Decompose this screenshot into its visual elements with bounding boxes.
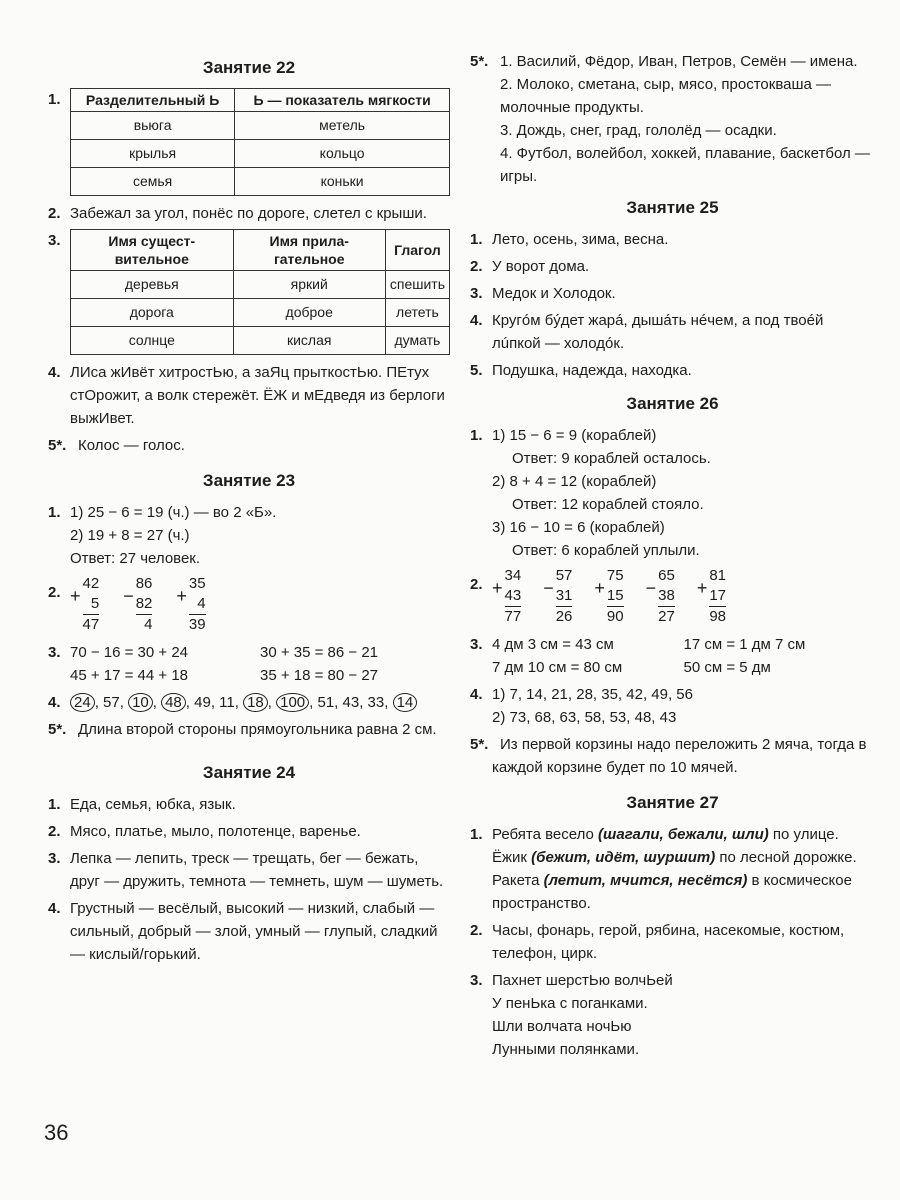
operand: 31 xyxy=(555,587,573,604)
circled-number: 18 xyxy=(243,693,268,712)
l25-task-3: 3. Медок и Холодок. xyxy=(470,285,616,302)
l26-task-2-column-sums: 2. + 34 43 77 − 57 31 26 + 75 15 90 − 65 38 27 + 81 17 98 xyxy=(470,567,727,625)
column-sum xyxy=(646,566,675,627)
operand: 43 xyxy=(504,587,522,604)
result: 4 xyxy=(136,614,153,635)
number: 57 xyxy=(103,694,120,711)
l27-task-2: 2. Часы, фонарь, герой, рябина, насекомые, костюм, телефон, цирк. xyxy=(470,922,845,962)
operator: + xyxy=(176,586,187,606)
operator: − xyxy=(123,586,134,606)
l26-task-1: 1. 1) 15 − 6 = 9 (кораблей) Ответ: 9 кораблей осталось. 2) 8 + 4 = 12 (кораблей) Ответ: 12 кораблей стояло. 3) 16 − 10 = 6 (кораблей) Ответ: 6 кораблей уплыли. xyxy=(470,427,711,559)
lesson-23-title: Занятие 23 xyxy=(202,471,296,490)
operand: 75 xyxy=(606,567,624,584)
page-number: 36 xyxy=(44,1120,69,1145)
operator: − xyxy=(543,578,554,598)
l23-task-4: 4. 24 , 57, 10 , 48 , 49, 11, 18 , 100 , 51, 43, 33, 14 xyxy=(48,691,450,714)
column-sum xyxy=(543,566,572,627)
l23-task-2-column-sums: 2. + 42 5 47 − 86 82 4 + 35 4 39 xyxy=(48,575,206,633)
operand: 81 xyxy=(709,567,727,584)
l22-task-1: 1. Разделительный Ь Ь — показатель мягкости вьюга метель крылья кольцо семья коньки xyxy=(48,88,450,196)
l27-task-1: 1. Ребята весело (шагали, бежали, шли) по улице. Ёжик (бежит, идёт, шуршит) по лесной дорожке. Ракета (летит, мчится, несётся) в космическое пространство. xyxy=(470,826,857,912)
operand: 35 xyxy=(188,575,206,592)
l27-task-1-text: Ребята весело (шагали, бежали, шли) по улице. Ёжик (бежит, идёт, шуршит) по лесной дорожке. Ракета (летит, мчится, несётся) в космическое пространство. xyxy=(492,826,857,912)
l22-task-3: 3. Имя сущест-вительное Имя прила-гательное Глагол деревья яркий спешить дорога доброе лететь солнце кислая думать xyxy=(48,229,450,355)
circled-numbers: 24 , 57, 10 , 48 , 49, 11, 18 , 100 , 51, 43, 33, 14 xyxy=(70,694,417,711)
circled-number: 100 xyxy=(276,693,309,712)
operand: 34 xyxy=(504,567,522,584)
lesson-26-title: Занятие 26 xyxy=(626,394,719,413)
operand: 57 xyxy=(555,567,573,584)
italic-options: (летит, мчится, несётся) xyxy=(543,872,748,889)
l25-task-2: 2. У ворот дома. xyxy=(470,258,590,275)
number: 51 xyxy=(317,694,335,711)
number: 49 xyxy=(194,694,211,711)
operand: 42 xyxy=(82,575,100,592)
operand: 15 xyxy=(606,587,624,604)
italic-options: (шагали, бежали, шли) xyxy=(598,826,769,843)
operator: + xyxy=(696,578,708,598)
l22-task-2: 2. Забежал за угол, понёс по дороге, слетел с крыши. xyxy=(48,205,427,222)
result: 90 xyxy=(606,608,624,625)
circled-number: 10 xyxy=(128,693,153,712)
operand: 38 xyxy=(658,587,675,604)
column-sum xyxy=(594,566,623,627)
l27-task-3: 3. Пахнет шерстЬю волчЬей У пенЬка с поганками. Шли волчата ночЬю Лунными полянками. xyxy=(470,972,673,1058)
result: 77 xyxy=(504,608,522,625)
l23-task-1: 1. 1) 25 − 6 = 19 (ч.) — во 2 «Б». 2) 19 + 8 = 27 (ч.) Ответ: 27 человек. xyxy=(48,504,277,567)
operand: 82 xyxy=(135,595,153,612)
parts-of-speech-table: Имя сущест-вительное Имя прила-гательное Глагол деревья яркий спешить дорога доброе лететь солнце кислая думать xyxy=(70,229,450,355)
number: 33 xyxy=(367,694,385,711)
circled-number: 14 xyxy=(393,693,418,712)
l25-task-1: 1. Лето, осень, зима, весна. xyxy=(470,231,669,248)
lesson-25-title: Занятие 25 xyxy=(626,198,719,217)
operand: 5 xyxy=(90,595,100,612)
l26-task-3: 3. 4 дм 3 см = 43 см 17 см = 1 дм 7 см 7 дм 10 см = 80 см 50 см = 5 дм xyxy=(470,636,806,676)
l25-task-5: 5. Подушка, надежда, находка. xyxy=(470,362,692,379)
operand: 65 xyxy=(658,567,675,584)
l24-task-3: 3. Лепка — лепить, треск — трещать, бег — бежать, друг — дружить, темнота — темнеть, шум — шуметь. xyxy=(48,850,444,890)
operand: 86 xyxy=(135,575,153,592)
circled-number: 24 xyxy=(70,693,95,712)
soft-sign-table: Разделительный Ь Ь — показатель мягкости вьюга метель крылья кольцо семья коньки xyxy=(70,88,450,196)
lesson-24-title: Занятие 24 xyxy=(202,763,296,782)
result: 26 xyxy=(555,608,573,625)
column-sum xyxy=(123,574,152,635)
l24-task-5: 5*. 1. Василий, Фёдор, Иван, Петров, Семён — имена. 2. Молоко, сметана, сыр, мясо, простокваша — молочные продукты. 3. Дождь, снег, град, гололёд — осадки. 4. Футбол, волейбол, хоккей, плавание, баскетбол — игры. xyxy=(470,53,870,185)
l24-task-1: 1. Еда, семья, юбка, язык. xyxy=(48,796,236,813)
l23-task-5: 5*. Длина второй стороны прямоугольника равна 2 см. xyxy=(48,721,437,738)
column-sum xyxy=(697,566,726,627)
operand: 4 xyxy=(197,595,206,612)
l22-task-5: 5*. Колос — голос. xyxy=(48,437,185,454)
operator: + xyxy=(70,586,81,606)
circled-number: 48 xyxy=(161,693,186,712)
right-column xyxy=(470,50,875,1065)
result: 27 xyxy=(658,608,675,625)
column-sum xyxy=(176,574,205,635)
left-column xyxy=(48,50,450,970)
result: 39 xyxy=(188,616,206,633)
result: 98 xyxy=(709,608,727,625)
operator: + xyxy=(594,578,605,598)
l24-task-2: 2. Мясо, платье, мыло, полотенце, варенье. xyxy=(48,823,361,840)
operator: + xyxy=(492,578,503,598)
l24-task-4: 4. Грустный — весёлый, высокий — низкий, слабый — сильный, добрый — злой, умный — глупый, сладкий — кислый/горький. xyxy=(48,900,438,963)
table-header: Разделительный Ь xyxy=(71,89,235,112)
l26-task-5: 5*. Из первой корзины надо переложить 2 мяча, тогда в каждой корзине будет по 10 мячей. xyxy=(470,736,867,776)
l26-task-4: 4. 1) 7, 14, 21, 28, 35, 42, 49, 56 2) 73, 68, 63, 58, 53, 48, 43 xyxy=(470,686,693,726)
l25-task-4: 4. Кругóм бýдет жарá, дышáть нéчем, а под твоéй лúпкой — холодóк. xyxy=(470,312,824,352)
l23-task-3: 3. 70 − 16 = 30 + 24 30 + 35 = 86 − 21 45 + 17 = 44 + 18 35 + 18 = 80 − 27 xyxy=(48,644,379,684)
lesson-22-title: Занятие 22 xyxy=(202,58,296,77)
l22-task-4: 4. ЛИса жИвёт хитростЬю, а заЯц прыткостЬю. ПЕтух стОрожит, а волк стережёт. ЁЖ и мЕдведя из берлоги выжИвет. xyxy=(48,364,445,427)
result: 47 xyxy=(82,616,100,633)
lesson-27-title: Занятие 27 xyxy=(626,793,719,812)
operand: 17 xyxy=(709,587,727,604)
table-header: Ь — показатель мягкости xyxy=(235,89,450,112)
italic-options: (бежит, идёт, шуршит) xyxy=(531,849,716,866)
number: 11 xyxy=(219,694,235,711)
number: 43 xyxy=(342,694,360,711)
column-sum xyxy=(492,566,521,627)
operator: − xyxy=(645,578,657,598)
column-sum xyxy=(70,574,99,635)
